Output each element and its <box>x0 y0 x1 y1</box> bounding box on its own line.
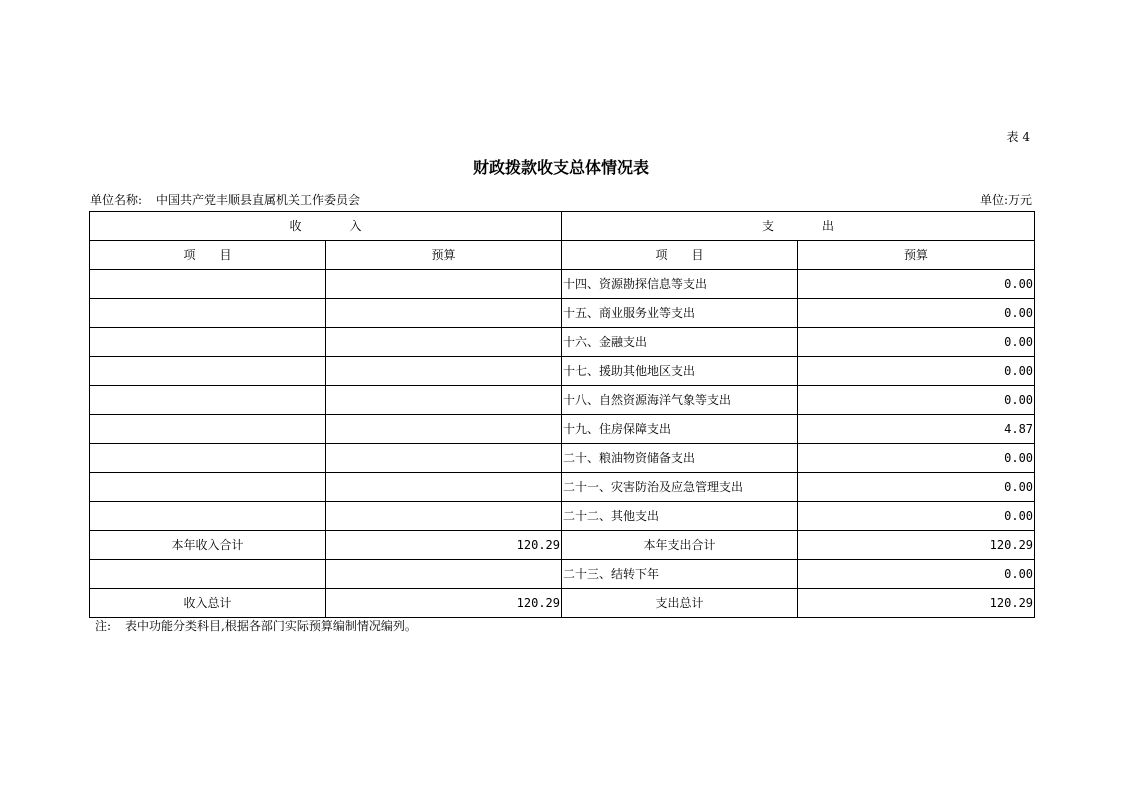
expense-budget-cell: 0.00 <box>798 357 1035 386</box>
year-expense-total-label: 本年支出合计 <box>562 531 798 560</box>
income-budget-cell <box>326 444 562 473</box>
income-item-cell <box>90 444 326 473</box>
expense-budget-header: 预算 <box>798 241 1035 270</box>
expense-item-cell: 十七、援助其他地区支出 <box>562 357 798 386</box>
income-item-cell <box>90 560 326 589</box>
income-item-cell <box>90 502 326 531</box>
income-budget-cell <box>326 415 562 444</box>
expense-item-cell: 十六、金融支出 <box>562 328 798 357</box>
expense-item-cell: 十五、商业服务业等支出 <box>562 299 798 328</box>
unit-label: 单位:万元 <box>979 193 1032 207</box>
expense-item-cell: 二十一、灾害防治及应急管理支出 <box>562 473 798 502</box>
expense-budget-cell: 0.00 <box>798 328 1035 357</box>
year-income-total-label: 本年收入合计 <box>90 531 326 560</box>
income-budget-cell <box>326 502 562 531</box>
expense-budget-cell: 0.00 <box>798 444 1035 473</box>
income-budget-cell <box>326 357 562 386</box>
expense-item-cell: 二十、粮油物资储备支出 <box>562 444 798 473</box>
income-section-header: 收 入 <box>90 212 562 241</box>
income-grand-total-label: 收入总计 <box>90 589 326 618</box>
footnote <box>95 617 417 634</box>
budget-table <box>89 211 1035 618</box>
expense-grand-total-value: 120.29 <box>798 589 1035 618</box>
income-item-cell <box>90 299 326 328</box>
table-row <box>90 444 1035 473</box>
expense-budget-cell: 0.00 <box>798 502 1035 531</box>
unit-name-line <box>90 191 360 208</box>
expense-item-cell: 二十二、其他支出 <box>562 502 798 531</box>
income-item-cell <box>90 270 326 299</box>
carry-over-row <box>90 560 1035 589</box>
expense-grand-total-label: 支出总计 <box>562 589 798 618</box>
income-budget-cell <box>326 328 562 357</box>
unit-name-label: 单位名称: <box>90 193 143 207</box>
year-expense-total-value: 120.29 <box>798 531 1035 560</box>
carry-over-label: 二十三、结转下年 <box>562 560 798 589</box>
expense-budget-cell: 4.87 <box>798 415 1035 444</box>
income-budget-cell <box>326 473 562 502</box>
income-budget-cell <box>326 270 562 299</box>
expense-budget-cell: 0.00 <box>798 386 1035 415</box>
income-item-cell <box>90 473 326 502</box>
table-row <box>90 270 1035 299</box>
income-budget-cell <box>326 560 562 589</box>
income-item-cell <box>90 357 326 386</box>
table-row <box>90 473 1035 502</box>
year-income-total-value: 120.29 <box>326 531 562 560</box>
table-row <box>90 328 1035 357</box>
income-budget-cell <box>326 299 562 328</box>
header-row-sections <box>90 212 1035 241</box>
expense-budget-cell: 0.00 <box>798 270 1035 299</box>
income-budget-header: 预算 <box>326 241 562 270</box>
unit-name-value: 中国共产党丰顺县直属机关工作委员会 <box>156 193 361 207</box>
expense-budget-cell: 0.00 <box>798 299 1035 328</box>
income-grand-total-value: 120.29 <box>326 589 562 618</box>
expense-section-header: 支 出 <box>562 212 1035 241</box>
carry-over-value: 0.00 <box>798 560 1035 589</box>
note-label: 注: <box>95 619 112 633</box>
table-row <box>90 357 1035 386</box>
income-item-cell <box>90 386 326 415</box>
income-budget-cell <box>326 386 562 415</box>
income-item-cell <box>90 328 326 357</box>
header-row-columns <box>90 241 1035 270</box>
expense-item-cell: 十四、资源勘探信息等支出 <box>562 270 798 299</box>
expense-item-cell: 十八、自然资源海洋气象等支出 <box>562 386 798 415</box>
note-text: 表中功能分类科目,根据各部门实际预算编制情况编列。 <box>125 619 417 633</box>
income-item-header: 项 目 <box>90 241 326 270</box>
table-row <box>90 386 1035 415</box>
page-title: 财政拨款收支总体情况表 <box>472 158 649 177</box>
table-number: 表 4 <box>1006 130 1030 144</box>
table-row <box>90 415 1035 444</box>
expense-item-cell: 十九、住房保障支出 <box>562 415 798 444</box>
grand-total-row <box>90 589 1035 618</box>
year-total-row <box>90 531 1035 560</box>
table-row <box>90 502 1035 531</box>
expense-item-header: 项 目 <box>562 241 798 270</box>
expense-budget-cell: 0.00 <box>798 473 1035 502</box>
table-row <box>90 299 1035 328</box>
income-item-cell <box>90 415 326 444</box>
